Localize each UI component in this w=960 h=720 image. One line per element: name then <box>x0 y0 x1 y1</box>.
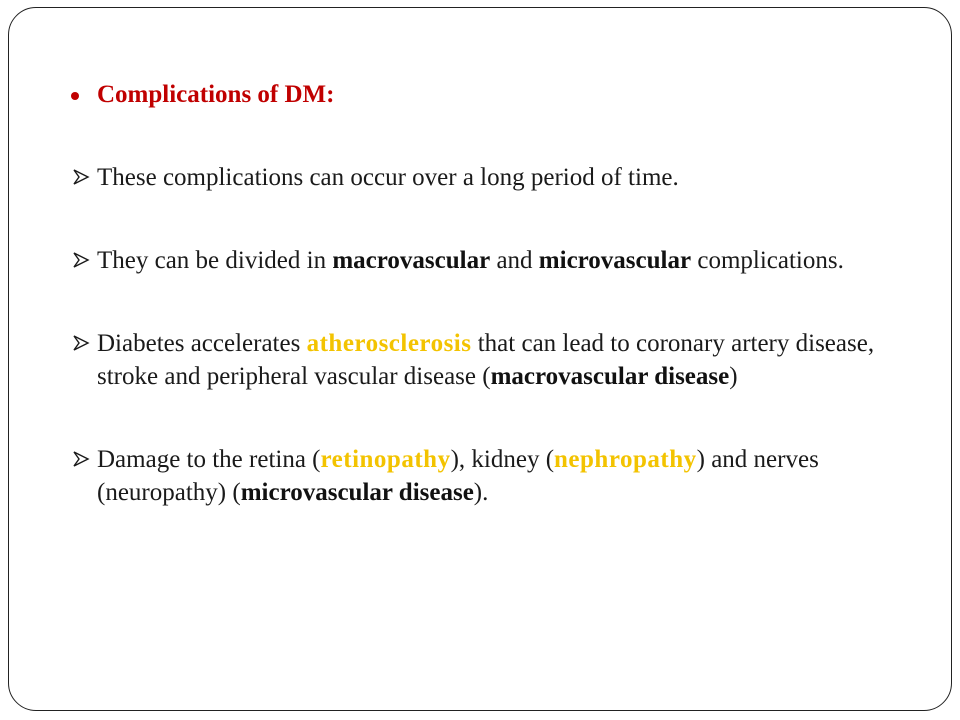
arrowhead-bullet-icon <box>71 250 91 270</box>
heading-row <box>71 78 921 111</box>
arrowhead-bullet-icon <box>71 167 91 187</box>
bullet-text: and <box>490 247 539 274</box>
arrowhead-bullet-icon <box>71 333 91 353</box>
bullet-text: that can lead to coronary artery disease, stroke and peripheral vascular disease ( <box>97 330 875 390</box>
bullet-text: complications. <box>691 247 844 274</box>
bullet-text: Damage to the retina ( <box>97 446 321 473</box>
slide-content <box>71 78 921 509</box>
bold-term-microvascular-disease: microvascular disease <box>240 479 474 506</box>
bullet-text: Diabetes accelerates <box>97 330 307 357</box>
bullet-item-4 <box>71 443 921 509</box>
bold-term-microvascular: microvascular <box>538 247 692 274</box>
bold-term-macrovascular-disease: macrovascular disease <box>490 363 730 390</box>
highlight-term-atherosclerosis: atherosclerosis <box>306 330 472 357</box>
bullet-text: These complications can occur over a long period of time. <box>97 164 679 191</box>
highlight-term-retinopathy: retinopathy <box>320 446 451 473</box>
bullet-text: ), kidney ( <box>450 446 555 473</box>
bullet-item-2 <box>71 244 921 277</box>
bullet-item-3 <box>71 327 921 393</box>
bullet-item-1 <box>71 161 921 194</box>
bold-term-macrovascular: macrovascular <box>332 247 491 274</box>
bullet-text: ) <box>729 363 738 390</box>
bullet-text: They can be divided in <box>97 247 333 274</box>
highlight-term-nephropathy: nephropathy <box>554 446 697 473</box>
slide-frame <box>8 7 952 711</box>
dot-bullet-icon <box>71 92 79 100</box>
arrowhead-bullet-icon <box>71 449 91 469</box>
bullet-text: ) and nerves (neuropathy) ( <box>97 446 819 506</box>
bullet-text: ). <box>473 479 489 506</box>
slide-heading: Complications of DM: <box>97 81 335 108</box>
